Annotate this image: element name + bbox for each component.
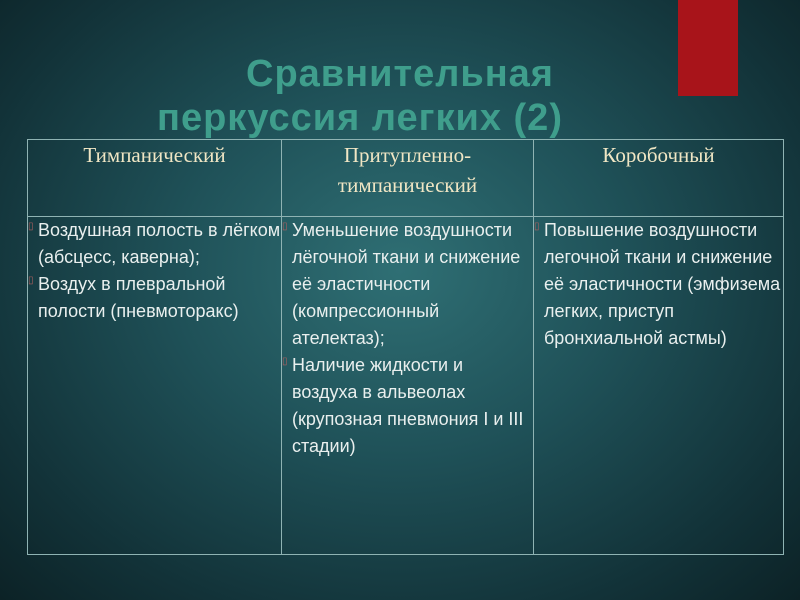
- cell-tympanic: [28, 217, 282, 555]
- header-dull-tympanic: Притупленно- тимпанический: [282, 140, 534, 217]
- table-header-row: [28, 140, 784, 217]
- list-item: ▯ Повышение воздушности легочной ткани и снижение её эластичности (эмфизема легких, приступ бронхиальной астмы): [534, 220, 781, 348]
- bullet-icon: ▯: [28, 221, 34, 232]
- list-item: ▯ Наличие жидкости и воздуха в альвеолах (крупозная пневмония I и III стадии): [282, 355, 524, 456]
- list-item: ▯ Уменьшение воздушности лёгочной ткани и снижение её эластичности (компрессионный ателектаз);: [282, 220, 521, 348]
- table-body-row: [28, 217, 784, 555]
- cell-box: [534, 217, 784, 555]
- bullet-icon: ▯: [28, 275, 34, 286]
- bullet-icon: ▯: [282, 356, 288, 367]
- bullet-icon: ▯: [282, 221, 288, 232]
- list-item: ▯ Воздух в плевральной полости (пневмоторакс): [28, 274, 239, 321]
- bullet-icon: ▯: [534, 221, 540, 232]
- slide-title: [0, 52, 800, 140]
- slide-title-line1: Сравнительная: [246, 53, 554, 95]
- slide-title-line2: перкуссия легких (2): [157, 97, 563, 139]
- list-item: ▯ Воздушная полость в лёгком (абсцесс, каверна);: [28, 220, 281, 267]
- header-box: Коробочный: [534, 140, 784, 217]
- cell-dull-tympanic: [282, 217, 534, 555]
- comparison-table: [27, 139, 784, 555]
- header-tympanic: Тимпанический: [28, 140, 282, 217]
